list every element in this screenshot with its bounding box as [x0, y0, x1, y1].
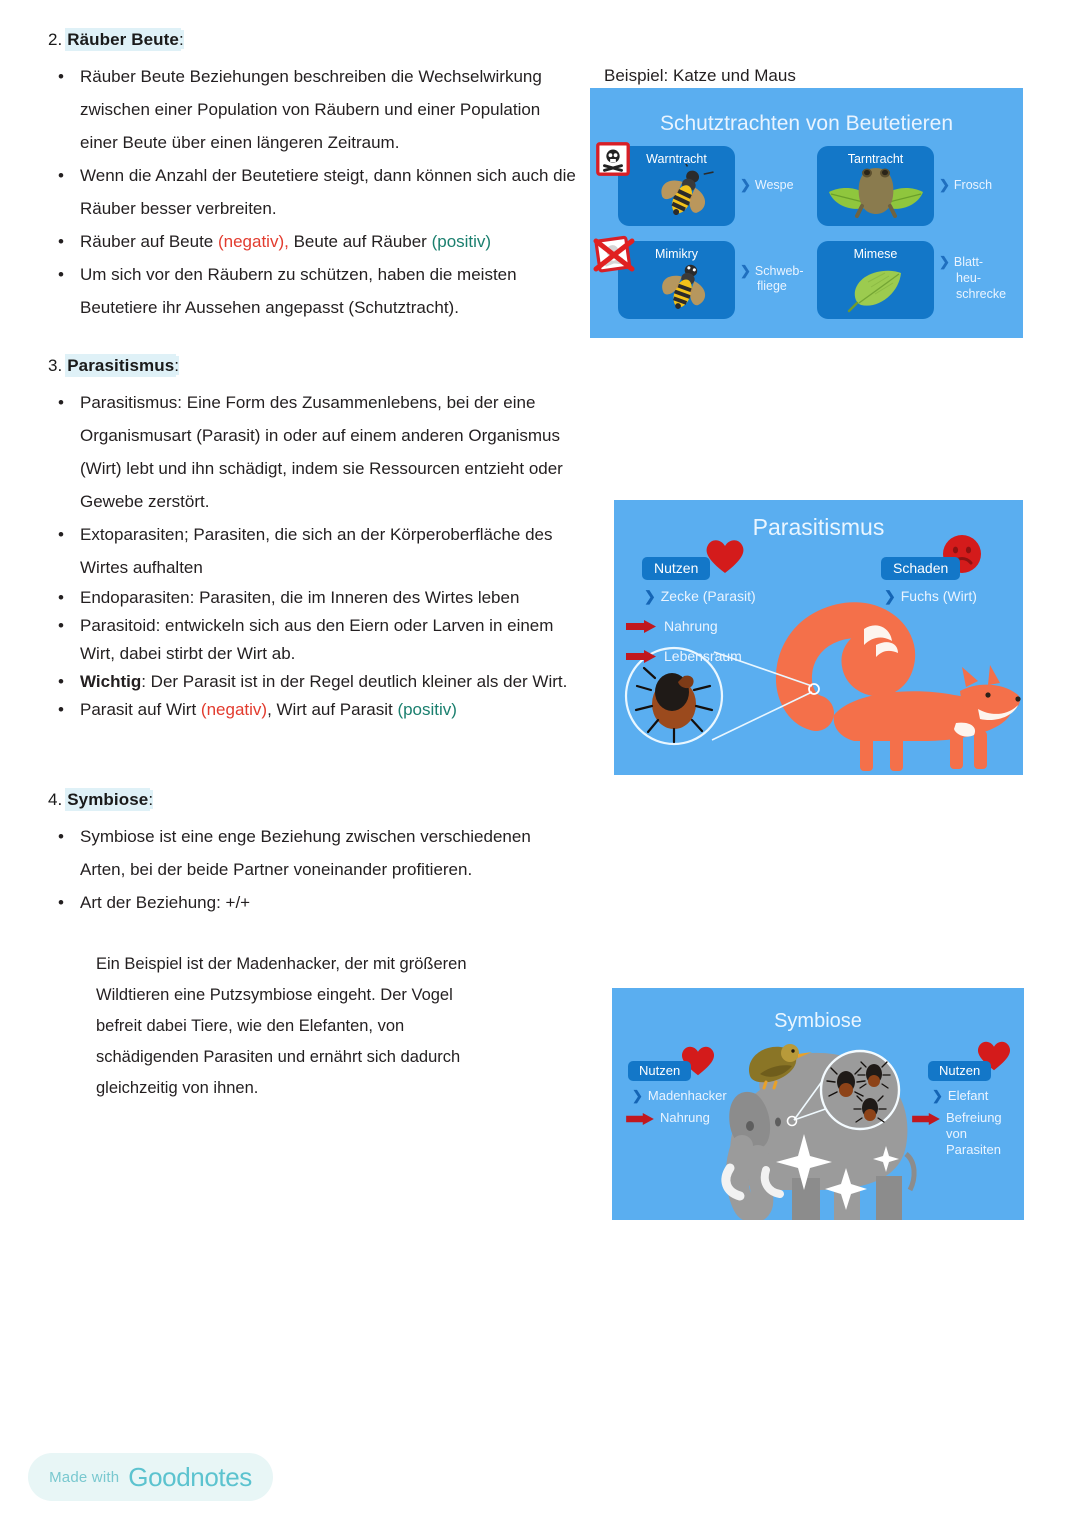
species-text-line1: Schweb-: [754, 264, 804, 278]
negative-marker: (negativ): [200, 700, 268, 719]
species-text: Fuchs (Wirt): [900, 588, 977, 604]
list-item-text: Parasitismus: Eine Form des Zusammenlebens, bei der eine Organismusart (Parasit) in oder auf einem anderen Organismus (Wirt) lebt und ihn schädigt, indem sie Ressourcen entzieht oder Gewebe zerstört.: [80, 393, 563, 511]
wasp-illustration: [654, 164, 716, 222]
species-label-frosch: [939, 177, 992, 193]
benefit-line1: Befreiung: [946, 1110, 1002, 1125]
frog-leaves-icon: [821, 162, 931, 224]
watermark-brand: Goodnotes: [128, 1461, 252, 1492]
list-item-text: Räuber Beute Beziehungen beschreiben die Wechselwirkung zwischen einer Population von Räubern und einer Population einer Beute über einen längeren Zeitraum.: [80, 67, 542, 152]
section-raeuber-beute: [48, 30, 578, 324]
list-item: [48, 668, 578, 696]
bullet-dot: •: [58, 67, 64, 86]
list-item: [48, 386, 578, 518]
figure-title: Schutztrachten von Beutetieren: [659, 112, 953, 135]
badge-nutzen: Nutzen: [642, 557, 710, 580]
skull-hazard-icon: [594, 140, 632, 178]
species-text: Madenhacker: [647, 1088, 727, 1103]
tile-mimese: [817, 241, 934, 319]
species-label-blattheuschrecke: [939, 254, 1006, 302]
chevron-right-icon: ❯: [939, 177, 950, 192]
species-label-schwebfliege: [740, 263, 804, 294]
red-arrow-icon: [912, 1113, 940, 1125]
leaf-icon: [841, 263, 913, 315]
bullet-dot: •: [58, 525, 64, 544]
benefit-befreiung: [946, 1110, 1024, 1158]
list-item-text-a: Räuber auf Beute: [80, 232, 218, 251]
figure-parasitismus: [614, 500, 1023, 775]
bullet-dot: •: [58, 166, 64, 185]
tile-warntracht: [618, 146, 735, 226]
list-item: [48, 696, 578, 724]
chevron-right-icon: ❯: [740, 177, 751, 192]
chevron-right-icon: ❯: [884, 588, 896, 604]
tile-label: Mimikry: [654, 247, 699, 261]
red-arrow-icon: [626, 1113, 654, 1125]
section-heading: [48, 790, 578, 810]
list-item-text: Parasitoid: entwickeln sich aus den Eiern oder Larven in einem Wirt, dabei stirbt der Wirt ab.: [80, 616, 554, 663]
species-fuchs: [884, 588, 977, 605]
red-arrow-icon: [626, 620, 656, 633]
bullet-dot: •: [58, 265, 64, 284]
tick-magnifier: [622, 630, 872, 775]
species-text: Frosch: [953, 178, 993, 192]
bullet-dot: •: [58, 700, 64, 719]
figure-caption-schutztrachten: Beispiel: Katze und Maus: [604, 66, 796, 85]
species-elefant: [932, 1088, 988, 1104]
section-title: Räuber Beute: [67, 30, 179, 49]
tile-label: Tarntracht: [847, 152, 904, 166]
species-zecke: [644, 588, 756, 605]
list-item: [48, 820, 578, 886]
tile-tarntracht: [817, 146, 934, 226]
tile-mimikry: [618, 241, 735, 319]
section-heading: [48, 30, 578, 50]
species-text: Elefant: [947, 1088, 989, 1103]
list-item-text-b: Beute auf Räuber: [288, 232, 432, 251]
bullet-dot: •: [58, 393, 64, 412]
chevron-right-icon: ❯: [939, 254, 950, 269]
bullet-list: [48, 386, 578, 724]
watermark-prefix: Made with: [49, 1468, 120, 1486]
figure-schutztrachten: [590, 88, 1023, 338]
section-symbiose: [48, 790, 578, 1104]
list-item: [48, 60, 578, 159]
hoverfly-illustration: [654, 259, 716, 315]
list-item: [48, 225, 578, 258]
list-item-text: Symbiose ist eine enge Beziehung zwischen verschiedenen Arten, bei der beide Partner voneinander profitieren.: [80, 827, 531, 879]
positive-marker: (positiv): [397, 700, 457, 719]
species-text-line1: Blatt-: [953, 255, 984, 269]
crossed-hazard-icon: [592, 233, 636, 277]
section-colon: :: [148, 790, 154, 809]
species-text-line2: fliege: [757, 279, 787, 293]
emphasis-label: Wichtig: [80, 672, 142, 691]
badge-schaden: Schaden: [881, 557, 960, 580]
bullet-dot: •: [58, 616, 64, 635]
tile-label: Warntracht: [646, 152, 707, 166]
bullet-dot: •: [58, 672, 64, 691]
benefit-nahrung: Nahrung: [664, 618, 718, 634]
bullet-list: [48, 820, 578, 919]
list-item: [48, 159, 578, 225]
figure-title: Parasitismus: [752, 514, 885, 540]
list-item: [48, 886, 578, 919]
list-item-text: Art der Beziehung: +/+: [80, 893, 251, 912]
benefit-nahrung: Nahrung: [660, 1110, 710, 1125]
list-item: [48, 584, 578, 612]
goodnotes-watermark: [28, 1453, 273, 1501]
species-text: Zecke (Parasit): [660, 588, 756, 604]
figure-symbiose: [612, 988, 1024, 1220]
section-heading: [48, 356, 578, 376]
chevron-right-icon: ❯: [740, 263, 751, 278]
list-item-text: Um sich vor den Räubern zu schützen, haben die meisten Beutetiere ihr Aussehen angepasst (Schutztracht).: [80, 265, 517, 317]
bullet-dot: •: [58, 588, 64, 607]
list-item-text-b: , Wirt auf Parasit: [267, 700, 398, 719]
list-item-text: Extoparasiten; Parasiten, die sich an der Körperoberfläche des Wirtes aufhalten: [80, 525, 553, 577]
list-item: [48, 518, 578, 584]
badge-nutzen-right: Nutzen: [928, 1061, 991, 1081]
example-paragraph: Ein Beispiel ist der Madenhacker, der mit größeren Wildtieren eine Putzsymbiose eingeht. Der Vogel befreit dabei Tiere, wie den Elefanten, von schädigenden Parasiten und ernährt sich dadurch gleichzeitig von ihnen.: [96, 955, 467, 1097]
list-item: [48, 612, 578, 668]
section-number: 2.: [48, 30, 63, 49]
section-colon: :: [174, 356, 180, 375]
notes-text-column: [48, 30, 578, 1104]
bullet-dot: •: [58, 893, 64, 912]
section-colon: :: [178, 30, 184, 49]
list-item-text: Wenn die Anzahl der Beutetiere steigt, dann können sich auch die Räuber besser verbreiten.: [80, 166, 576, 218]
ticks-magnifier: [780, 1048, 910, 1158]
list-item-text: Endoparasiten: Parasiten, die im Inneren des Wirtes leben: [80, 588, 520, 607]
species-text-line2: heu-: [956, 271, 982, 285]
species-label-wespe: [740, 177, 794, 193]
tile-label: Mimese: [853, 247, 898, 261]
list-item-text: : Der Parasit ist in der Regel deutlich kleiner als der Wirt.: [141, 672, 568, 691]
species-text: Wespe: [754, 178, 794, 192]
benefit-lebensraum: Lebensraum: [664, 648, 742, 664]
bullet-dot: •: [58, 827, 64, 846]
section-number: 3.: [48, 356, 63, 375]
figure-title: Symbiose: [774, 1010, 862, 1032]
positive-marker: (positiv): [431, 232, 492, 251]
badge-nutzen-left: Nutzen: [628, 1061, 691, 1081]
bullet-dot: •: [58, 232, 64, 251]
section-title: Symbiose: [67, 790, 149, 809]
species-madenhacker: [632, 1088, 727, 1104]
negative-marker: (negativ),: [217, 232, 289, 251]
section-number: 4.: [48, 790, 63, 809]
bullet-list: [48, 60, 578, 324]
chevron-right-icon: ❯: [644, 588, 656, 604]
section-title: Parasitismus: [67, 356, 175, 375]
red-arrow-icon: [626, 650, 656, 663]
species-text-line3: schrecke: [956, 287, 1007, 301]
list-item: [48, 258, 578, 324]
chevron-right-icon: ❯: [632, 1088, 643, 1103]
section-parasitismus: [48, 356, 578, 724]
benefit-line2: von Parasiten: [946, 1126, 1001, 1157]
list-item-text-a: Parasit auf Wirt: [80, 700, 201, 719]
chevron-right-icon: ❯: [932, 1088, 943, 1103]
